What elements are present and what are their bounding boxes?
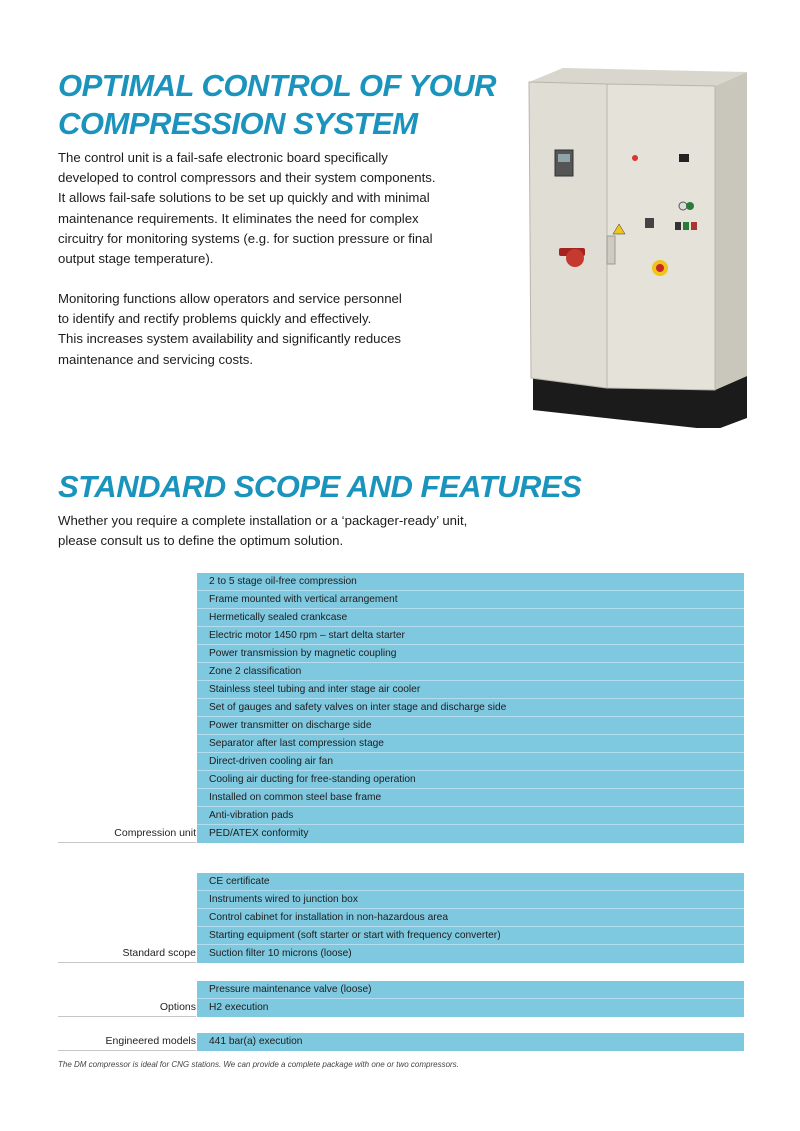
features-intro [58,511,467,551]
text-line: please consult us to define the optimum solution. [58,533,344,549]
intro-paragraph-1 [58,148,436,269]
table-group-compression-unit [58,573,744,843]
features-table [58,573,744,843]
table-row: Frame mounted with vertical arrangement [197,591,744,609]
table-row: Direct-driven cooling air fan [197,753,744,771]
section-title-control-line1: OPTIMAL CONTROL OF YOUR [58,68,497,103]
text-line: developed to control compressors and their system components. [58,170,436,186]
table-row: Separator after last compression stage [197,735,744,753]
section-title-control-line2: COMPRESSION SYSTEM [58,106,418,141]
control-cabinet-image [515,58,765,428]
intro-paragraph-2 [58,289,402,370]
table-group-standard-scope [58,873,744,963]
group-label: Standard scope [58,944,196,963]
table-row: PED/ATEX conformity [197,825,744,843]
table-row: Zone 2 classification [197,663,744,681]
table-row: 2 to 5 stage oil-free compression [197,573,744,591]
table-row: Cooling air ducting for free-standing operation [197,771,744,789]
table-row: Electric motor 1450 rpm – start delta starter [197,627,744,645]
text-line: This increases system availability and significantly reduces [58,331,402,347]
table-group-engineered-models [58,1033,744,1051]
table-row: Starting equipment (soft starter or start with frequency converter) [197,927,744,945]
text-line: Whether you require a complete installation or a ‘packager-ready’ unit, [58,513,468,528]
table-row: Stainless steel tubing and inter stage air cooler [197,681,744,699]
text-line: maintenance and servicing costs. [58,351,253,367]
table-row: Instruments wired to junction box [197,891,744,909]
table-row: Control cabinet for installation in non-hazardous area [197,909,744,927]
table-row: Installed on common steel base frame [197,789,744,807]
table-row: Pressure maintenance valve (loose) [197,981,744,999]
table-row: Power transmission by magnetic coupling [197,645,744,663]
footnote-caption: The DM compressor is ideal for CNG stations. We can provide a complete package with one or two compressors. [58,1060,459,1069]
table-row: Power transmitter on discharge side [197,717,744,735]
table-row: Anti-vibration pads [197,807,744,825]
text-line: It allows fail-safe solutions to be set up quickly and with minimal [58,190,430,206]
table-row: Set of gauges and safety valves on inter stage and discharge side [197,699,744,717]
group-label: Compression unit [58,824,196,843]
table-row: H2 execution [197,999,744,1017]
text-line: The control unit is a fail-safe electronic board specifically [58,150,388,165]
table-row: 441 bar(a) execution [197,1033,744,1051]
group-label: Options [58,998,196,1017]
section-title-features: STANDARD SCOPE AND FEATURES [58,469,582,504]
text-line: Monitoring functions allow operators and service personnel [58,291,402,306]
text-line: to identify and rectify problems quickly and effectively. [58,311,372,327]
text-line: output stage temperature). [58,251,214,267]
table-group-options [58,981,744,1017]
table-row: Hermetically sealed crankcase [197,609,744,627]
table-row: Suction filter 10 microns (loose) [197,945,744,963]
group-label: Engineered models [58,1032,196,1051]
text-line: circuitry for monitoring systems (e.g. for suction pressure or final [58,230,433,246]
text-line: maintenance requirements. It eliminates the need for complex [58,210,419,226]
table-row: CE certificate [197,873,744,891]
